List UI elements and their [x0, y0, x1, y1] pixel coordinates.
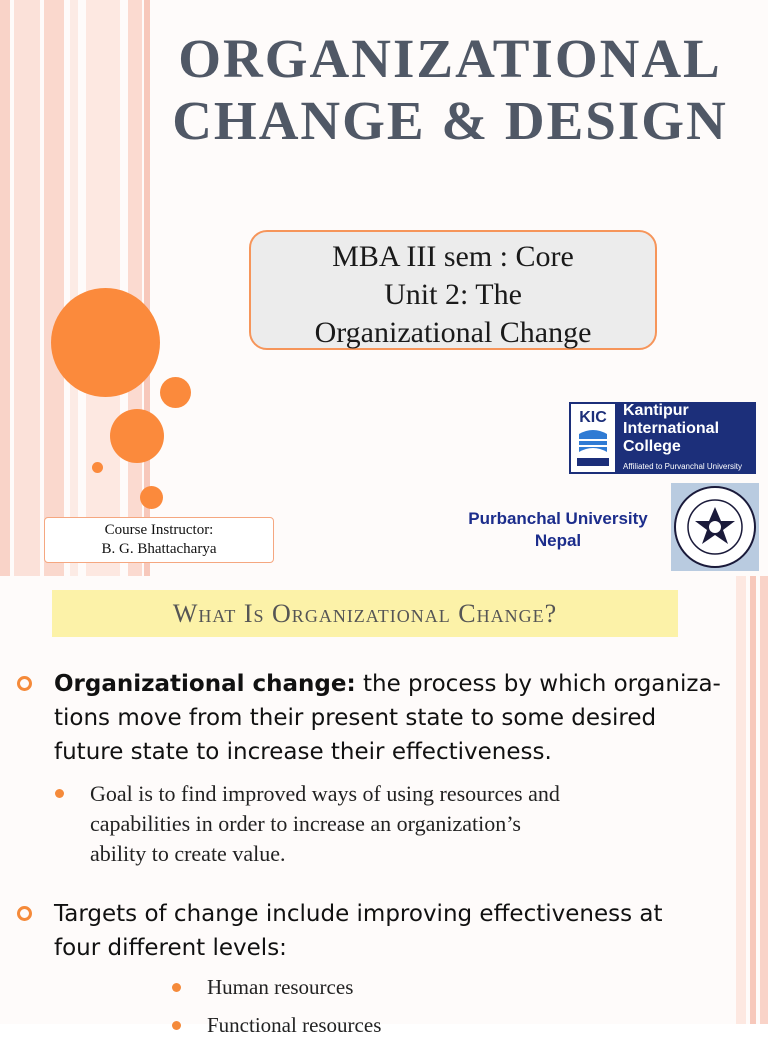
slide-title [150, 28, 750, 152]
decorative-stripe [0, 0, 10, 576]
subtitle-line: Organizational Change [314, 316, 592, 349]
decorative-stripe [14, 0, 40, 576]
university-name-line: Purbanchal University [468, 509, 648, 528]
bullet-line [54, 667, 734, 701]
decorative-circle [160, 377, 191, 408]
sub-bullet-text: Goal is to find improved ways of using resources and [90, 781, 560, 806]
slide-heading: What Is Organizational Change? [52, 590, 678, 637]
sub-bullet-text: ability to create value. [90, 841, 286, 866]
university-name [452, 508, 664, 552]
decorative-circle [110, 409, 164, 463]
subtitle-box [249, 230, 657, 350]
level-item: Functional resources [207, 1013, 382, 1037]
title-line: CHANGE & DESIGN [172, 90, 728, 151]
decorative-stripe [736, 576, 746, 1024]
sub-bullet-goal [90, 779, 720, 869]
kic-initials: KIC [579, 409, 607, 426]
college-name [623, 402, 719, 456]
instructor-label: Course Instructor: [104, 522, 214, 538]
bullet-text: future state to increase their effectiveness. [54, 739, 552, 765]
instructor-box [44, 517, 274, 563]
college-name-line: Kantipur [623, 402, 689, 419]
bullet-definition [54, 667, 734, 769]
subtitle-line: MBA III sem : Core [332, 240, 574, 273]
level-item: Human resources [207, 975, 354, 999]
bullet-text: four different levels: [54, 935, 287, 961]
college-name-line: College [623, 438, 681, 455]
sub-bullet-dot-icon [172, 983, 181, 992]
bullet-ring-icon [17, 676, 32, 691]
bullet-text: the process by which organiza- [355, 671, 721, 697]
sub-bullet-text: capabilities in order to increase an organization’s [90, 811, 521, 836]
college-affiliation: Affiliated to Purvanchal University [623, 462, 743, 471]
decorative-stripe [70, 0, 78, 576]
bullet-targets [54, 897, 734, 965]
sub-bullet-dot-icon [172, 1021, 181, 1030]
decorative-circle [140, 486, 163, 509]
content-slide [0, 576, 768, 1037]
decorative-stripe [128, 0, 142, 576]
decorative-stripe [760, 576, 768, 1024]
bullet-ring-icon [17, 906, 32, 921]
decorative-stripe [750, 576, 756, 1024]
kantipur-college-logo [569, 402, 756, 474]
decorative-circle [92, 462, 103, 473]
university-seal-icon [671, 483, 759, 571]
bullet-text: tions move from their present state to some desired [54, 705, 657, 731]
title-line: ORGANIZATIONAL [178, 28, 722, 89]
sub-bullet-dot-icon [55, 789, 64, 798]
bullet-text: Targets of change include improving effectiveness at [54, 901, 663, 927]
college-name-line: International [623, 420, 720, 437]
subtitle-line: Unit 2: The [384, 278, 522, 311]
decorative-circle-large [51, 288, 160, 397]
kic-emblem-icon [571, 404, 615, 472]
bullet-term: Organizational change: [54, 671, 356, 697]
decorative-stripe [44, 0, 64, 576]
instructor-name: B. G. Bhattacharya [101, 541, 217, 557]
university-country: Nepal [534, 531, 582, 550]
